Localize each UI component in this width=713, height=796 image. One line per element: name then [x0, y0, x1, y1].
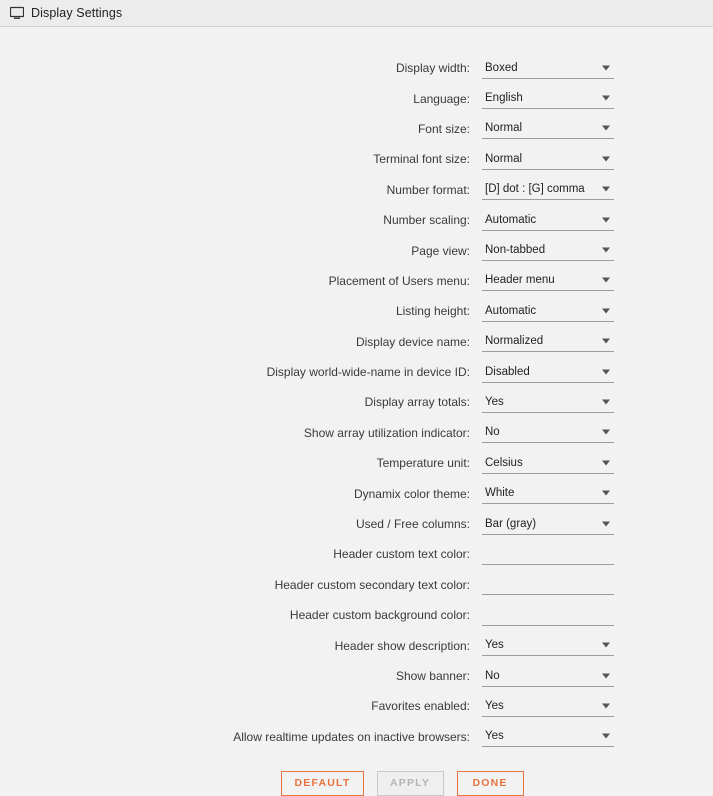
setting-field [482, 483, 614, 504]
setting-label: Language: [413, 91, 470, 106]
select-value: Yes [485, 639, 504, 652]
setting-field [482, 666, 614, 687]
display-width-select[interactable] [482, 58, 614, 79]
setting-field [482, 210, 614, 231]
setting-row [0, 144, 713, 174]
setting-field [482, 514, 614, 535]
setting-row [0, 600, 713, 630]
select-value: Disabled [485, 365, 530, 378]
setting-field [482, 453, 614, 474]
setting-row [0, 539, 713, 569]
chevron-down-icon [602, 126, 610, 131]
setting-field [482, 240, 614, 261]
select-value: Automatic [485, 304, 537, 317]
setting-label: Number scaling: [383, 213, 470, 228]
header-show-description-select[interactable] [482, 635, 614, 656]
window-titlebar [0, 0, 713, 27]
display-wwn-select[interactable] [482, 362, 614, 383]
setting-label: Show banner: [395, 669, 470, 683]
setting-row [0, 478, 713, 508]
chevron-down-icon [602, 65, 610, 70]
chevron-down-icon [602, 248, 610, 253]
setting-row [0, 387, 713, 417]
display-settings-form [0, 53, 713, 752]
chevron-down-icon [602, 521, 610, 526]
setting-label: Font size: [417, 121, 470, 136]
setting-label: Allow realtime updates on inactive browsers: [233, 729, 470, 744]
setting-row [0, 235, 713, 265]
setting-field [482, 149, 614, 170]
setting-label: Display device name: [355, 334, 470, 349]
done-button[interactable]: DONE [457, 771, 524, 796]
select-value: Normalized [485, 335, 544, 348]
select-value: Yes [485, 730, 504, 743]
setting-label: Header custom background color: [289, 608, 470, 623]
setting-row [0, 83, 713, 113]
header-custom-secondary-text-color-input[interactable] [482, 574, 614, 595]
chevron-down-icon [602, 96, 610, 101]
setting-label: Dynamix color theme: [353, 486, 470, 501]
chevron-down-icon [602, 399, 610, 404]
setting-field [482, 696, 614, 717]
show-banner-select[interactable] [482, 666, 614, 687]
number-scaling-select[interactable] [482, 210, 614, 231]
setting-field [482, 422, 614, 443]
number-format-select[interactable] [482, 179, 614, 200]
monitor-icon [10, 6, 24, 20]
select-value: No [485, 426, 500, 439]
chevron-down-icon [602, 339, 610, 344]
setting-row [0, 509, 713, 539]
setting-label: Number format: [386, 182, 470, 197]
settings-content [0, 27, 713, 796]
chevron-down-icon [602, 703, 610, 708]
select-value: Boxed [485, 61, 518, 74]
setting-row [0, 570, 713, 600]
setting-label: Favorites enabled: [371, 699, 470, 714]
select-value: English [485, 92, 523, 105]
setting-row [0, 448, 713, 478]
used-free-columns-select[interactable] [482, 514, 614, 535]
setting-row [0, 53, 713, 83]
setting-field [482, 544, 614, 565]
chevron-down-icon [602, 430, 610, 435]
window-title: Display Settings [31, 6, 123, 20]
select-value: Yes [485, 699, 504, 712]
select-value: Normal [485, 122, 523, 135]
setting-row [0, 266, 713, 296]
setting-field [482, 58, 614, 79]
setting-row [0, 175, 713, 205]
chevron-down-icon [602, 460, 610, 465]
chevron-down-icon [602, 278, 610, 283]
select-value: Normal [485, 152, 523, 165]
font-size-select[interactable] [482, 118, 614, 139]
realtime-updates-inactive-browsers-select[interactable] [482, 726, 614, 747]
select-value: Yes [485, 395, 504, 408]
setting-field [482, 574, 614, 595]
setting-label: Listing height: [395, 304, 470, 319]
setting-field [482, 179, 614, 200]
setting-field [482, 362, 614, 383]
language-select[interactable] [482, 88, 614, 109]
page-view-select[interactable] [482, 240, 614, 261]
setting-row [0, 418, 713, 448]
array-utilization-indicator-select[interactable] [482, 422, 614, 443]
setting-row [0, 205, 713, 235]
select-value: [D] dot : [G] comma [485, 183, 585, 196]
setting-field [482, 726, 614, 747]
setting-row [0, 630, 713, 660]
setting-label: Display world-wide-name in device ID: [266, 365, 470, 380]
setting-label: Display width: [395, 61, 470, 76]
listing-height-select[interactable] [482, 301, 614, 322]
terminal-font-size-select[interactable] [482, 149, 614, 170]
chevron-down-icon [602, 187, 610, 192]
setting-field [482, 88, 614, 109]
chevron-down-icon [602, 643, 610, 648]
temperature-unit-select[interactable] [482, 453, 614, 474]
select-value: Non-tabbed [485, 244, 546, 257]
chevron-down-icon [602, 734, 610, 739]
setting-label: Temperature unit: [376, 456, 470, 471]
setting-row [0, 691, 713, 721]
display-array-totals-select[interactable] [482, 392, 614, 413]
form-actions [0, 771, 713, 796]
select-value: Automatic [485, 213, 537, 226]
setting-label: Terminal font size: [373, 152, 470, 167]
setting-field [482, 331, 614, 352]
default-button[interactable]: DEFAULT [281, 771, 363, 796]
setting-field [482, 605, 614, 626]
select-value: Bar (gray) [485, 517, 537, 530]
setting-row [0, 114, 713, 144]
chevron-down-icon [602, 156, 610, 161]
chevron-down-icon [602, 369, 610, 374]
header-custom-background-color-input[interactable] [482, 605, 614, 626]
favorites-enabled-select[interactable] [482, 696, 614, 717]
setting-label: Placement of Users menu: [328, 273, 470, 288]
setting-row [0, 722, 713, 752]
header-custom-text-color-input[interactable] [482, 544, 614, 565]
setting-row [0, 357, 713, 387]
setting-field [482, 392, 614, 413]
setting-row [0, 327, 713, 357]
chevron-down-icon [602, 491, 610, 496]
select-value: No [485, 669, 500, 682]
setting-field [482, 118, 614, 139]
chevron-down-icon [602, 673, 610, 678]
users-menu-placement-select[interactable] [482, 270, 614, 291]
select-value: White [485, 487, 515, 500]
setting-label: Header custom secondary text color: [274, 577, 470, 592]
setting-field [482, 301, 614, 322]
setting-label: Display array totals: [364, 395, 470, 410]
chevron-down-icon [602, 217, 610, 222]
setting-field [482, 270, 614, 291]
setting-label: Header show description: [334, 638, 470, 653]
setting-label: Header custom text color: [333, 547, 470, 562]
dynamix-color-theme-select[interactable] [482, 483, 614, 504]
select-value: Celsius [485, 456, 523, 469]
setting-label: Used / Free columns: [355, 517, 470, 532]
setting-label: Page view: [411, 243, 470, 258]
select-value: Header menu [485, 274, 555, 287]
apply-button[interactable]: APPLY [377, 771, 444, 796]
display-device-name-select[interactable] [482, 331, 614, 352]
setting-field [482, 635, 614, 656]
setting-row [0, 661, 713, 691]
setting-row [0, 296, 713, 326]
setting-label: Show array utilization indicator: [303, 425, 470, 440]
chevron-down-icon [602, 308, 610, 313]
